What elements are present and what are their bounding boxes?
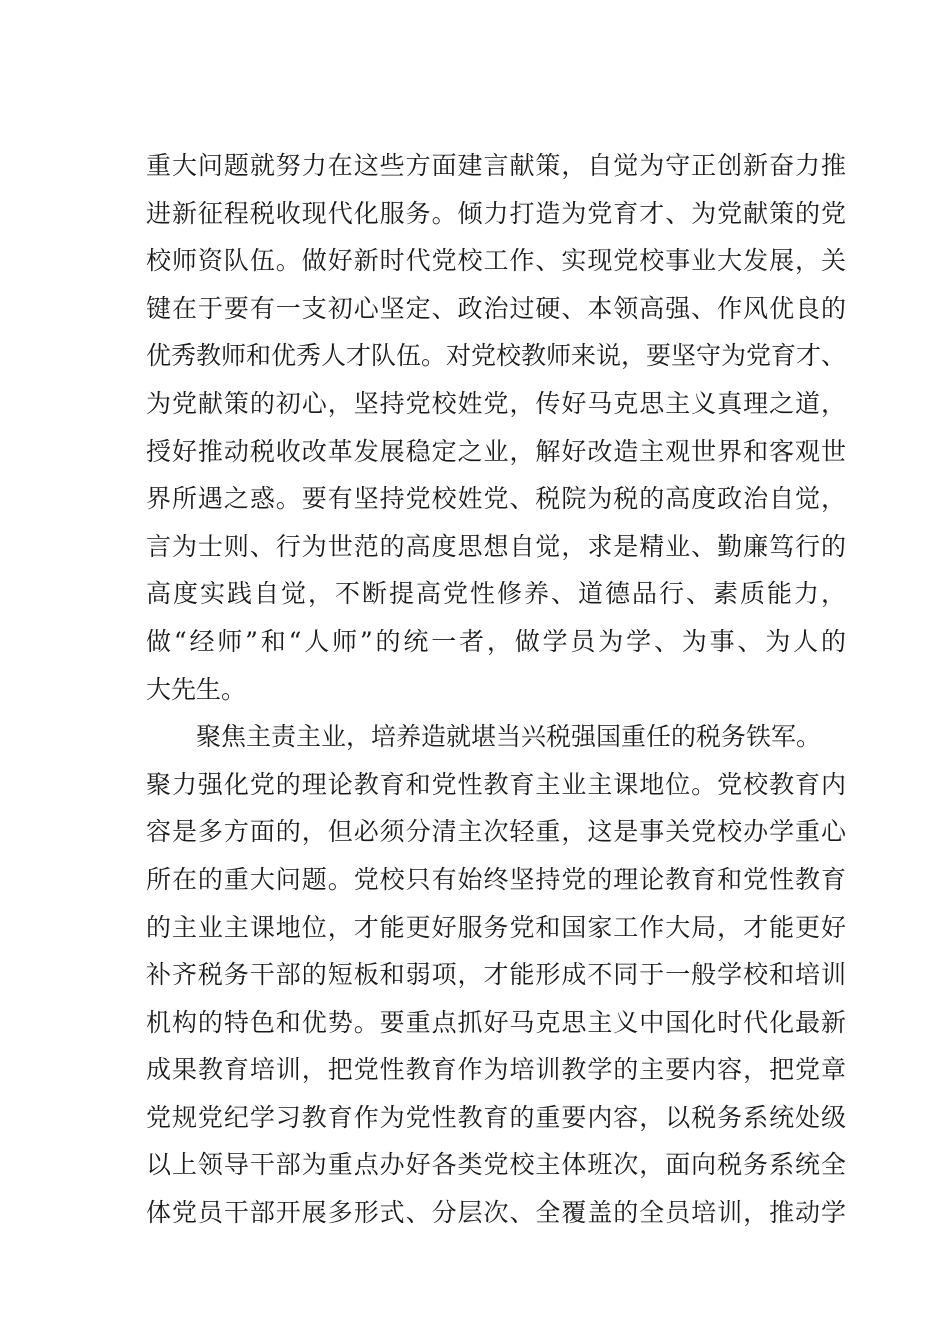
text-line: 高度实践自觉，不断提高党性修养、道德品行、素质能力， [146,579,846,609]
body-text [146,142,846,1237]
text-line: 言为士则、行为世范的高度思想自觉，求是精业、勤廉笃行的 [146,531,846,561]
text-line: 校师资队伍。做好新时代党校工作、实现党校事业大发展，关 [146,246,846,276]
text-line: 补齐税务干部的短板和弱项，才能形成不同于一般学校和培训 [146,960,846,990]
text-line: 进新征程税收现代化服务。倾力打造为党育才、为党献策的党 [146,198,846,228]
text-line: 为党献策的初心，坚持党校姓党，传好马克思主义真理之道， [146,388,846,418]
text-line: 体党员干部开展多形式、分层次、全覆盖的全员培训，推动学 [146,1198,846,1228]
text-line: 重大问题就努力在这些方面建言献策，自觉为守正创新奋力推 [146,151,846,180]
text-line: 机构的特色和优势。要重点抓好马克思主义中国化时代化最新 [146,1007,846,1037]
text-line: 的主业主课地位，才能更好服务党和国家工作大局，才能更好 [146,912,846,942]
text-line: 以上领导干部为重点办好各类党校主体班次，面向税务系统全 [146,1150,846,1180]
text-line: 做“经师”和“人师”的统一者，做学员为学、为事、为人的 [146,626,846,656]
text-line: 大先生。 [146,674,247,704]
text-line: 容是多方面的，但必须分清主次轻重，这是事关党校办学重心 [146,817,846,847]
text-line: 所在的重大问题。党校只有始终坚持党的理论教育和党性教育 [146,864,846,894]
text-line: 界所遇之惑。要有坚持党校姓党、税院为税的高度政治自觉， [146,484,846,514]
text-line: 聚力强化党的理论教育和党性教育主业主课地位。党校教育内 [146,769,846,799]
text-line: 授好推动税收改革发展稳定之业，解好改造主观世界和客观世 [146,436,846,466]
text-line: 党规党纪学习教育作为党性教育的重要内容，以税务系统处级 [146,1102,846,1132]
text-line: 成果教育培训，把党性教育作为培训教学的主要内容，把党章 [146,1055,846,1085]
paragraph-first-line: 聚焦主责主业，培养造就堪当兴税强国重任的税务铁军。 [196,722,822,752]
text-line: 键在于要有一支初心坚定、政治过硬、本领高强、作风优良的 [146,293,846,323]
text-line: 优秀教师和优秀人才队伍。对党校教师来说，要坚守为党育才、 [146,341,847,371]
